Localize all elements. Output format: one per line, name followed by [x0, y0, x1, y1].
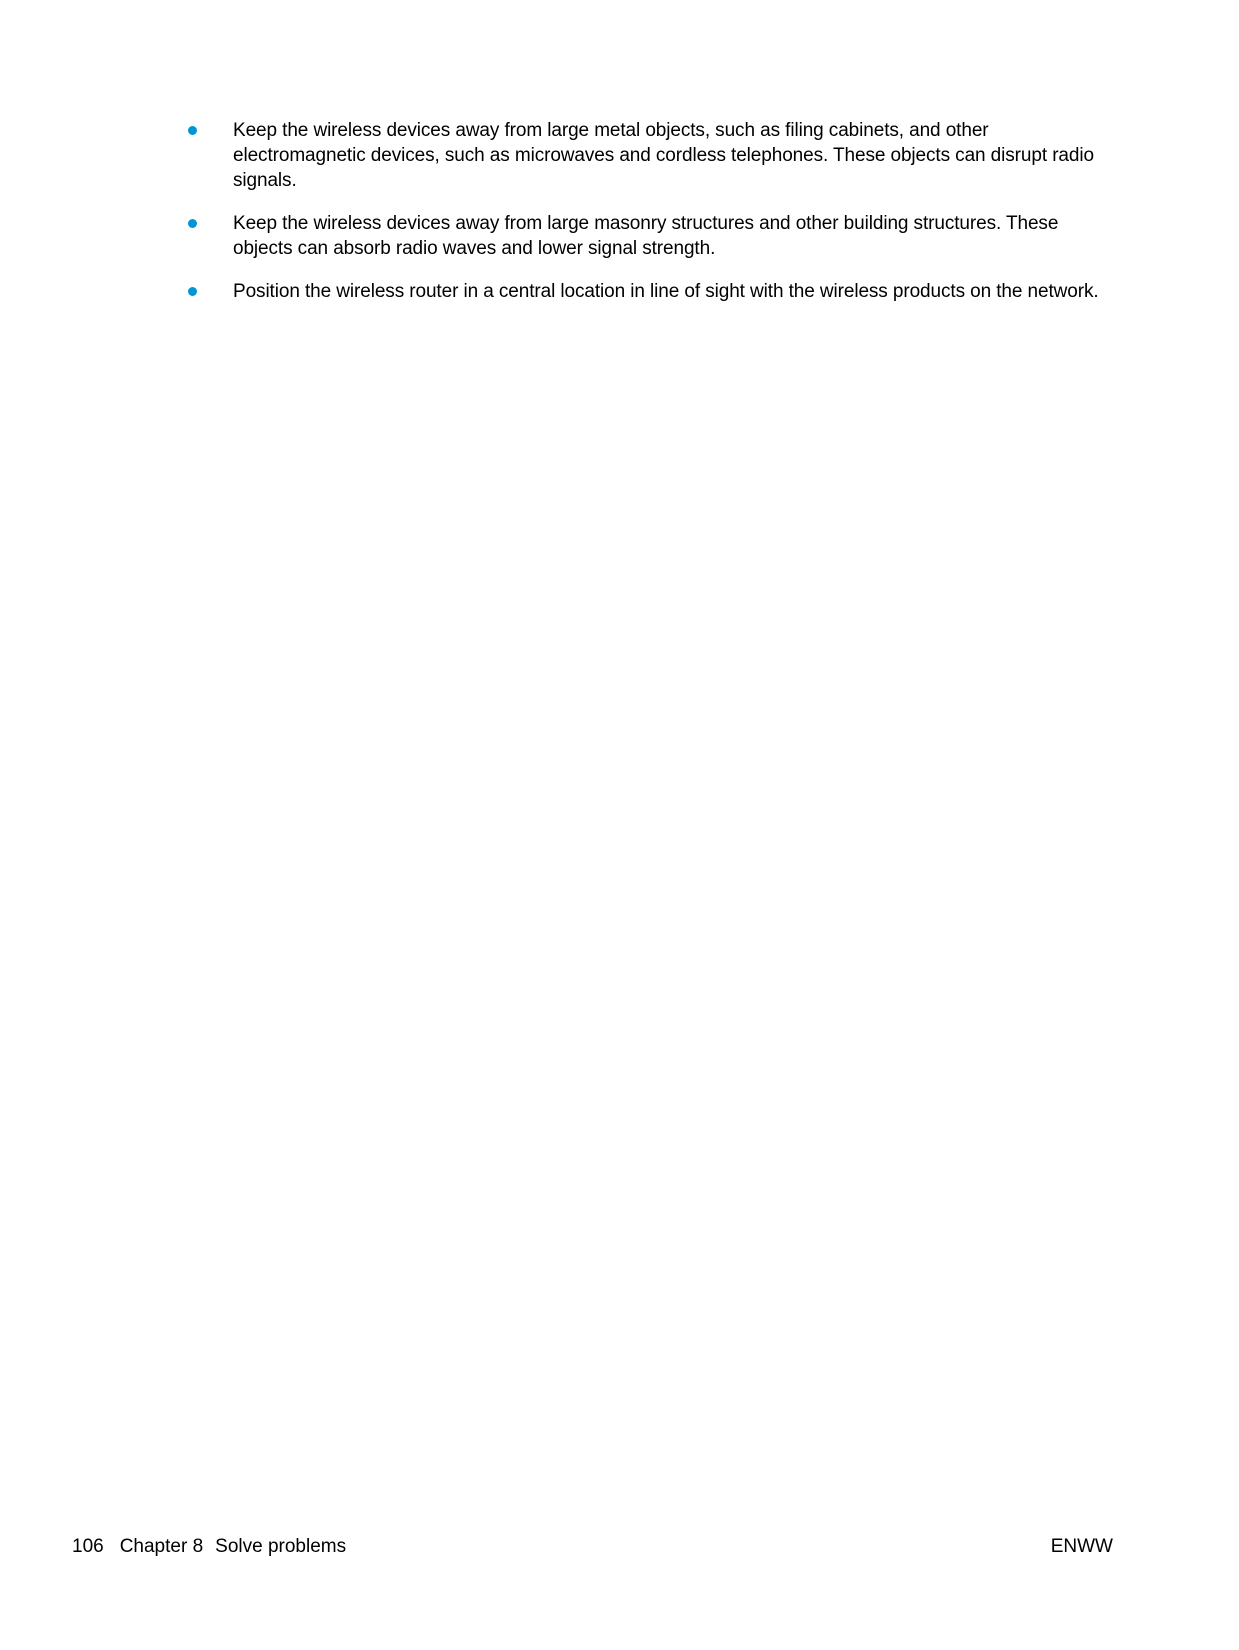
page-number: 106: [72, 1536, 104, 1557]
page-footer: [72, 1533, 1113, 1561]
locale-label: ENWW: [1050, 1536, 1113, 1557]
list-item-text: Keep the wireless devices away from large metal objects, such as filing cabinets, and other electromagnetic devices, such as microwaves and cordless telephones. These objects can disrupt radio signals.: [233, 120, 1094, 191]
bullet-dot-icon: [188, 219, 197, 228]
list-item-text: Keep the wireless devices away from large masonry structures and other building structures. These objects can absorb radio waves and lower signal strength.: [233, 213, 1059, 259]
bullet-list: [0, 118, 1239, 322]
list-item-text: Position the wireless router in a central location in line of sight with the wireless products on the network.: [233, 281, 1099, 302]
footer-left: [72, 1533, 346, 1561]
bullet-dot-icon: [188, 287, 197, 296]
list-item: [0, 279, 1239, 304]
list-item: [0, 118, 1239, 193]
chapter-label: Chapter 8: [119, 1536, 204, 1557]
list-item: [0, 211, 1239, 261]
bullet-dot-icon: [188, 126, 197, 135]
section-title: Solve problems: [215, 1536, 347, 1557]
